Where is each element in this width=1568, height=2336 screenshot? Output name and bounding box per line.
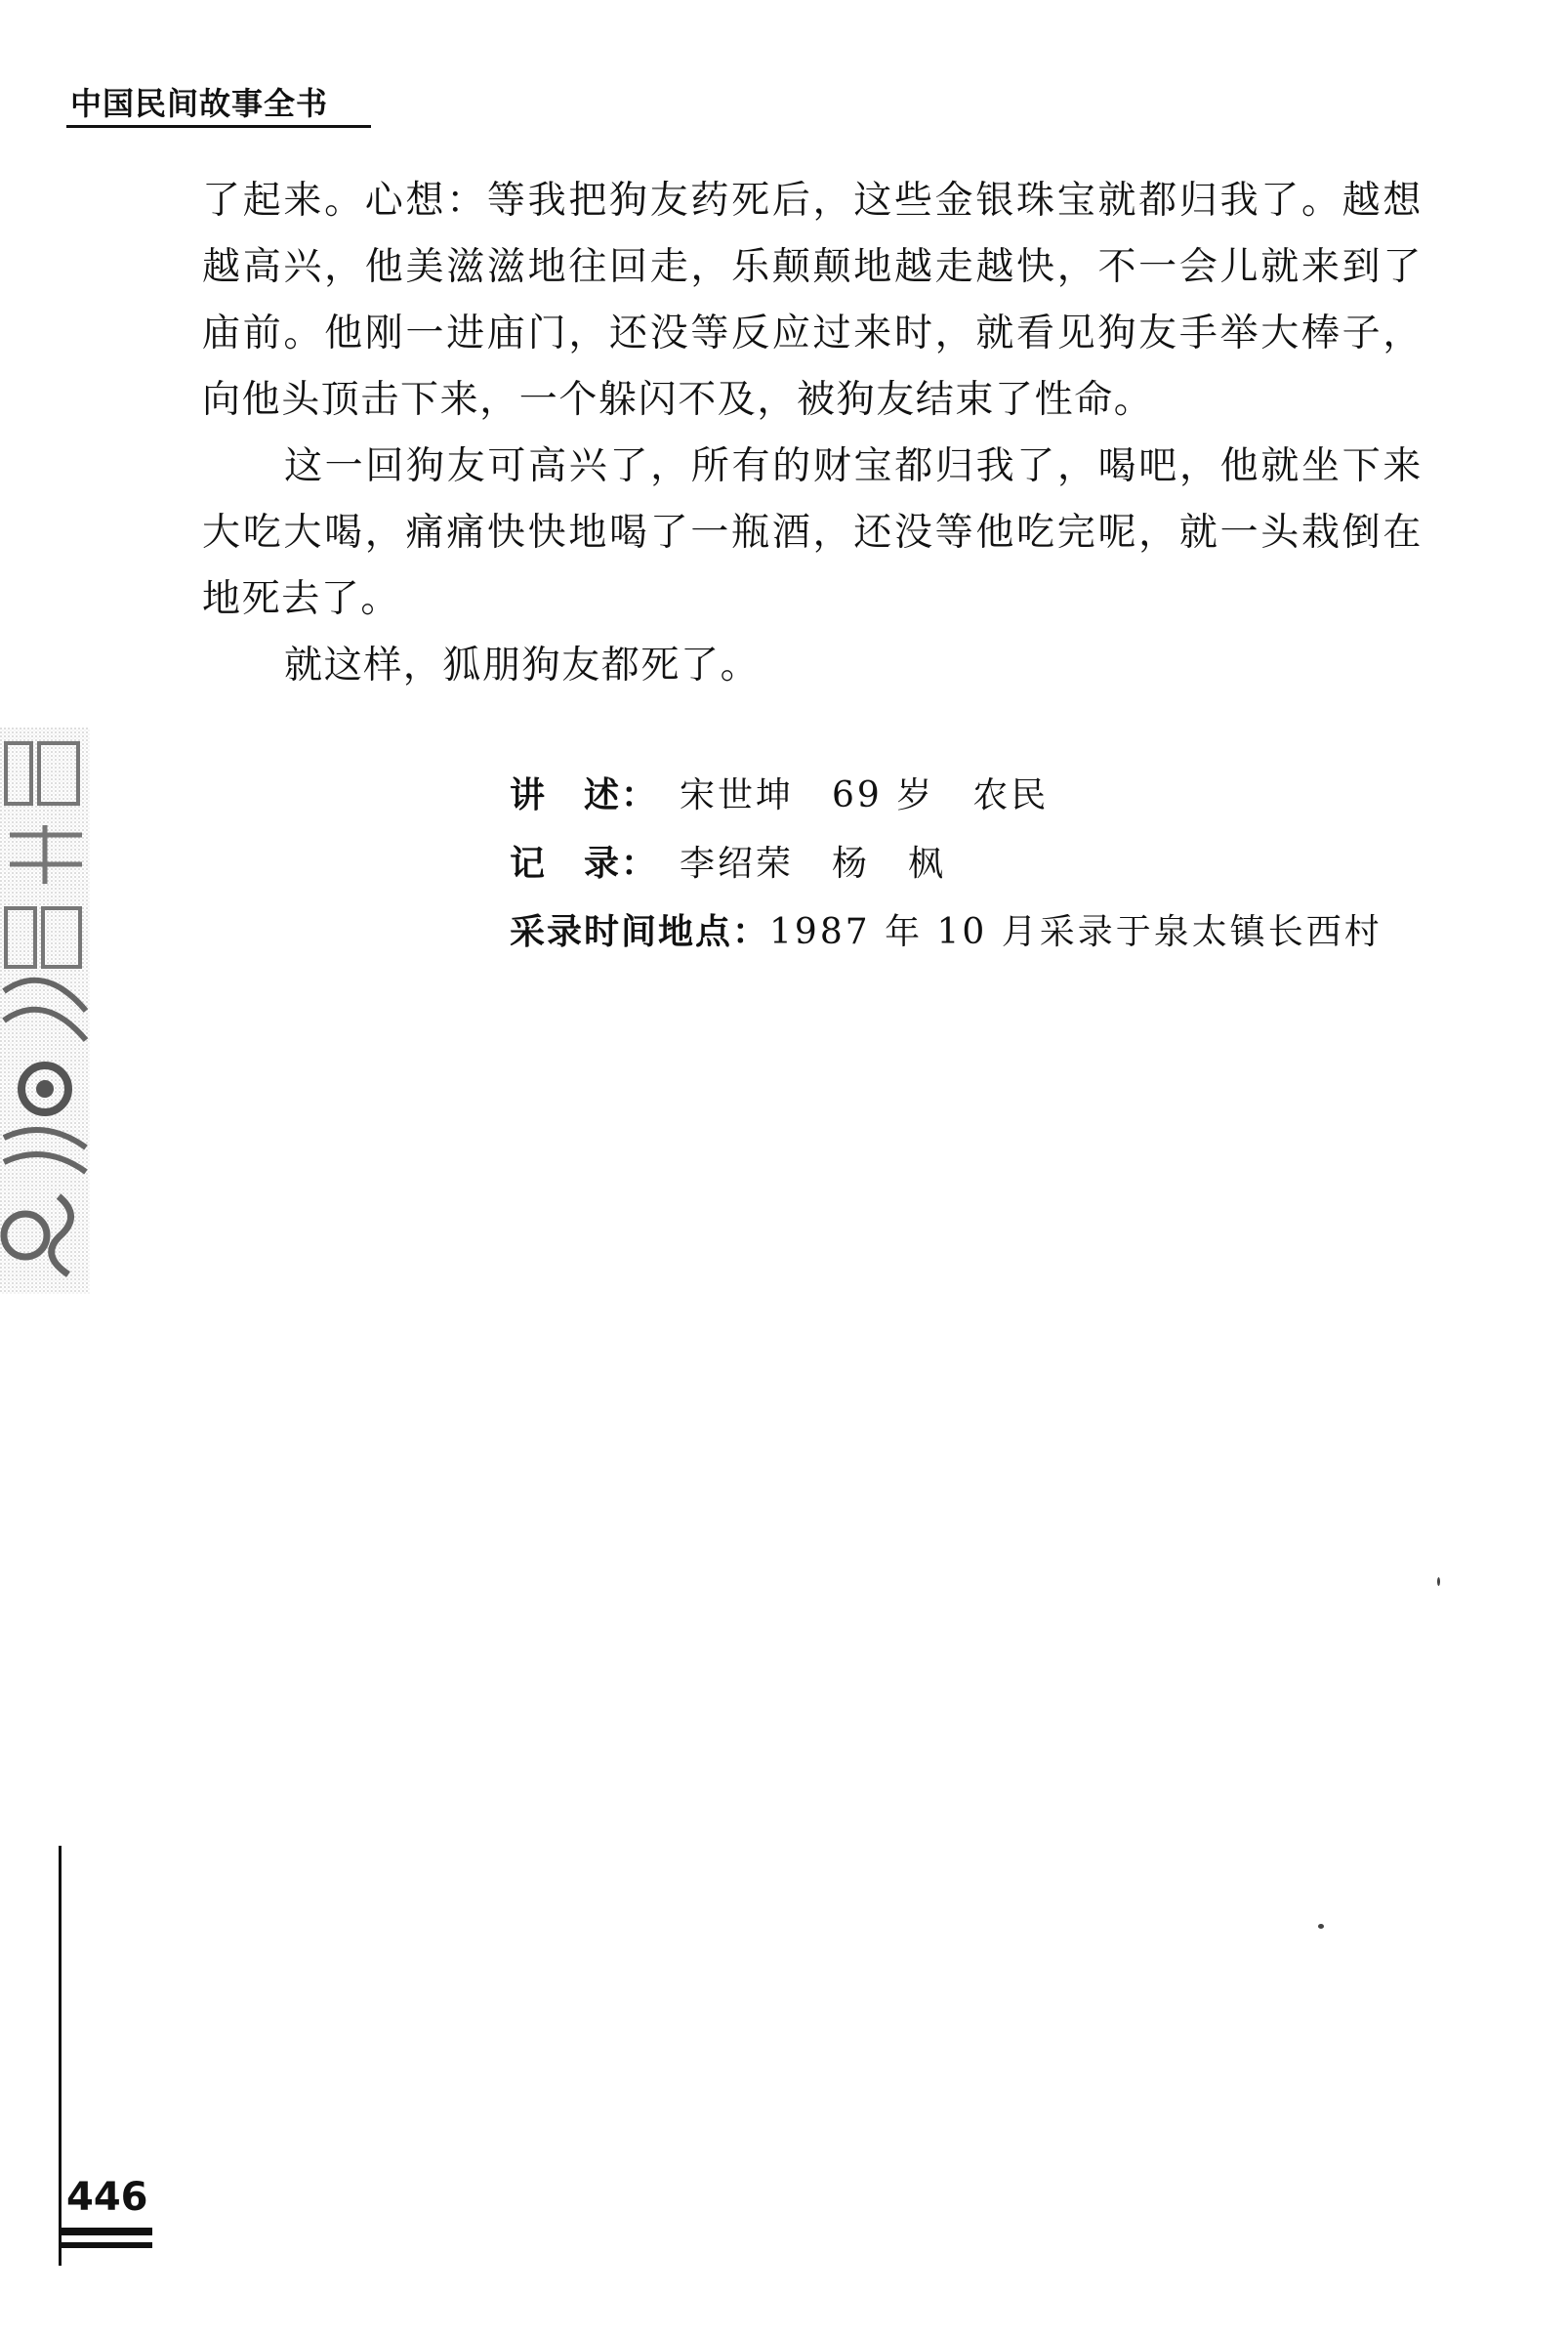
running-header: 中国民间故事全书: [70, 85, 329, 122]
credit-time-place: [510, 898, 1447, 967]
page-number: 446: [66, 2175, 148, 2220]
credit-narrator-label: 讲 述：: [510, 775, 659, 815]
credit-recorder-label: 记 录：: [510, 844, 659, 884]
credit-time-place-value: 1987 年 10 月采录于泉太镇长西村: [769, 912, 1382, 952]
page-number-bar-top: [59, 2228, 152, 2235]
paragraph-2: 这一回狗友可高兴了，所有的财宝都归我了，喝吧，他就坐下来大吃大喝，痛痛快快地喝了一瓶酒，还没等他吃完呢，就一头栽倒在地死去了。: [202, 444, 1423, 621]
credit-time-place-label: 采录时间地点：: [510, 912, 770, 952]
paragraph-1: 了起来。心想：等我把狗友药死后，这些金银珠宝就都归我了。越想越高兴，他美滋滋地往回走，乐颠颠地越走越快，不一会儿就来到了庙前。他刚一进庙门，还没等反应过来时，就看见狗友手举大棒子，向他头顶击下来，一个躲闪不及，被狗友结束了性命。: [202, 179, 1423, 422]
credit-recorder-value: 李绍荣 杨 枫: [680, 844, 947, 884]
credit-narrator-value: 宋世坤 69 岁 农民: [680, 775, 1050, 815]
paragraph-3: 就这样，狐朋狗友都死了。: [284, 644, 761, 688]
credit-narrator: [510, 762, 1447, 830]
story-body: [202, 168, 1423, 699]
header-rule: [66, 125, 371, 128]
story-credits: [510, 762, 1447, 967]
credit-recorder: [510, 830, 1447, 898]
page-number-bar-bottom: [59, 2242, 152, 2248]
side-decoration-pattern: [0, 728, 90, 1294]
bottom-left-rule: [59, 1846, 62, 2266]
scan-speck: [1318, 1924, 1324, 1929]
scan-speck: [1437, 1577, 1440, 1586]
